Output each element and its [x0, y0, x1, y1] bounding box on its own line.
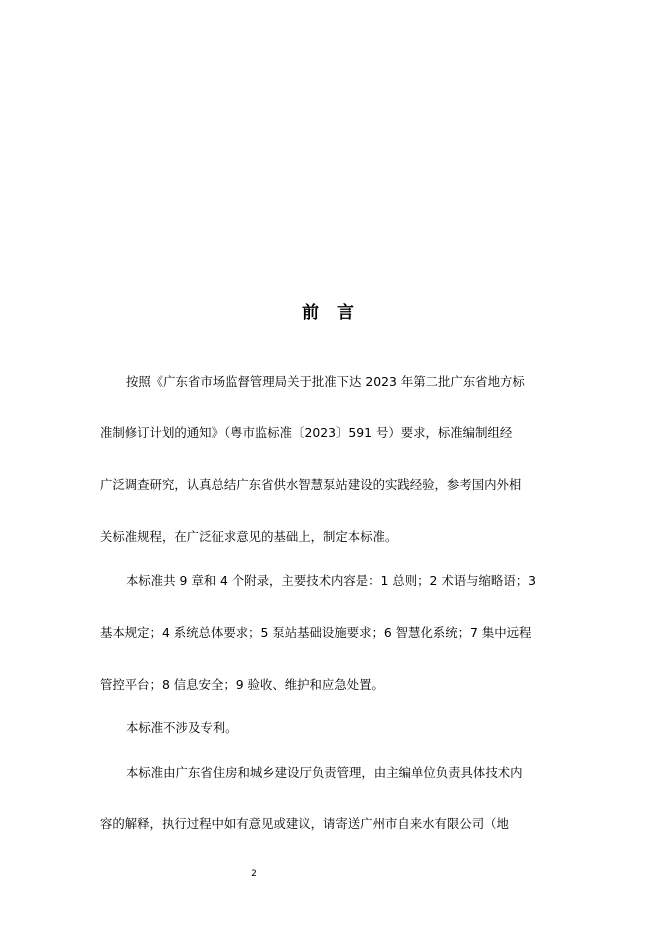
paragraph-4-line-1: 本标准由广东省住房和城乡建设厅负责管理，由主编单位负责具体技术内	[126, 765, 523, 780]
paragraph-1-line-4: 关标准规程，在广泛征求意见的基础上，制定本标准。	[100, 529, 398, 544]
paragraph-2-line-3: 管控平台；8 信息安全；9 验收、维护和应急处置。	[100, 677, 384, 692]
page-number: 2	[251, 869, 257, 879]
paragraph-1-line-1: 按照《广东省市场监督管理局关于批准下达 2023 年第二批广东省地方标	[126, 374, 525, 389]
paragraph-1-line-3: 广泛调查研究，认真总结广东省供水智慧泵站建设的实践经验，参考国内外相	[100, 477, 522, 492]
paragraph-4-line-2: 容的解释，执行过程中如有意见或建议，请寄送广州市自来水有限公司（地	[100, 816, 509, 831]
paragraph-2-line-1: 本标准共 9 章和 4 个附录，主要技术内容是：1 总则；2 术语与缩略语；3	[126, 573, 536, 588]
paragraph-3-line-1: 本标准不涉及专利。	[126, 720, 238, 735]
page-heading: 前 言	[302, 303, 360, 323]
paragraph-1-line-2: 准制修订计划的通知》（粤市监标准〔2023〕591 号）要求，标准编制组经	[100, 425, 513, 440]
paragraph-2-line-2: 基本规定；4 系统总体要求；5 泵站基础设施要求；6 智慧化系统；7 集中远程	[100, 625, 532, 640]
